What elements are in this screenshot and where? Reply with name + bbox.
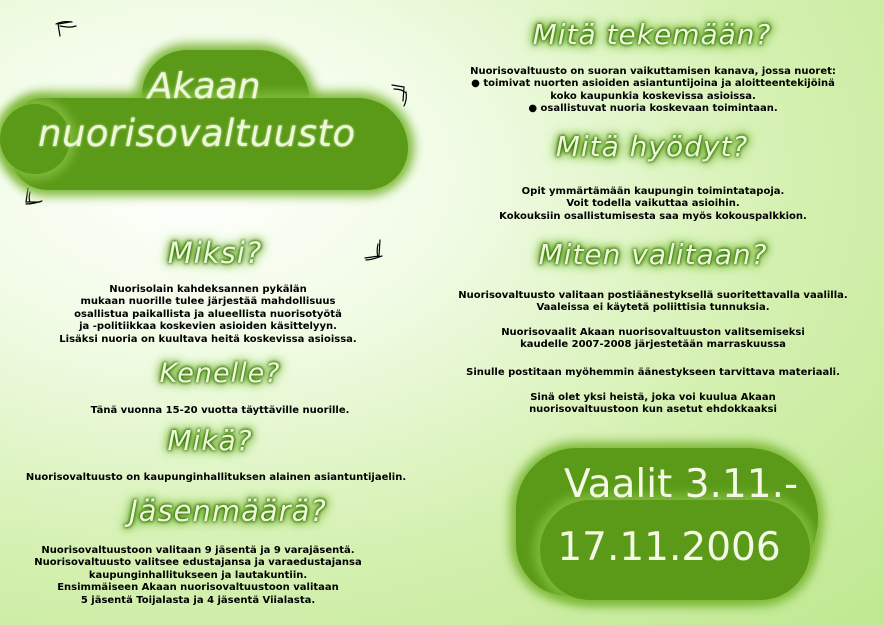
valitaan-line: Nuorisovaltuusto valitaan postiäänestyksellä suoritettavalla vaalilla. bbox=[458, 290, 848, 301]
valitaan-line: nuorisovaltuustoon kun asetut ehdokkaaksi bbox=[529, 404, 777, 416]
hyodyt-line: Kokouksiin osallistumisesta saa myös kokouspalkkion. bbox=[499, 210, 807, 222]
bullet-glyph: ● bbox=[471, 78, 480, 90]
miksi-text bbox=[0, 284, 416, 346]
hyodyt-line: Opit ymmärtämään kaupungin toimintatapoja. bbox=[521, 186, 785, 197]
title-line1: Akaan bbox=[148, 66, 261, 107]
valitaan-p1 bbox=[448, 290, 858, 315]
jasenmaara-text bbox=[0, 545, 396, 607]
valitaan-p3: Sinulle postitaan myöhemmin äänestykseen tarvittava materiaali. bbox=[466, 367, 840, 378]
valitaan-line: Nuorisovaalit Akaan nuorisovaltuuston valitsemiseksi bbox=[501, 327, 805, 338]
tekemaan-bullet2 bbox=[448, 103, 858, 115]
kenelle-text: Tänä vuonna 15-20 vuotta täyttäville nuorille. bbox=[90, 405, 350, 416]
hyodyt-text bbox=[448, 186, 858, 223]
valitaan-line: Vaaleissa ei käytetä poliittisia tunnuksia. bbox=[536, 302, 770, 314]
tekemaan-intro: Nuorisovaltuusto on suoran vaikuttamisen kanava, jossa nuoret: bbox=[470, 66, 836, 77]
jasenmaara-line: Ensimmäiseen Akaan nuorisovaltuustoon valitaan bbox=[57, 582, 339, 594]
hyodyt-line: Voit todella vaikuttaa asioihin. bbox=[566, 198, 740, 210]
tekemaan-heading: Mitä tekemään? bbox=[532, 18, 772, 51]
bullet-glyph: ● bbox=[528, 103, 538, 115]
valitaan-line: Sinä olet yksi heistä, joka voi kuulua Akaan bbox=[530, 392, 776, 403]
vaalit-line1: Vaalit 3.11.- bbox=[563, 462, 799, 507]
tekemaan-bullet1-text: toimivat nuorten asioiden asiantuntijoina ja aloitteentekijöinä bbox=[483, 78, 835, 90]
jasenmaara-line: Nuorisovaltuusto valitsee edustajansa ja varaedustajansa bbox=[34, 557, 362, 569]
jasenmaara-line: Nuorisovaltuustoon valitaan 9 jäsentä ja 9 varajäsentä. bbox=[41, 545, 355, 556]
miksi-line: osallistua paikallista ja alueellista nuorisotyötä bbox=[74, 308, 342, 320]
valitaan-p4 bbox=[448, 392, 858, 417]
kenelle-heading: Kenelle? bbox=[159, 358, 281, 389]
tekemaan-bullet1-cont: koko kaupunkia koskevissa asioissa. bbox=[550, 90, 756, 102]
title-line2: nuorisovaltuusto bbox=[38, 112, 356, 155]
miksi-line: Nuorisolain kahdeksannen pykälän bbox=[109, 284, 307, 295]
valitaan-line: kaudelle 2007-2008 järjestetään marraskuussa bbox=[520, 339, 786, 351]
tekemaan-bullet2-text: osallistuvat nuoria koskevaan toimintaan. bbox=[540, 103, 778, 115]
tekemaan-bullet1 bbox=[448, 78, 858, 90]
miksi-heading: Miksi? bbox=[167, 236, 263, 270]
mika-text: Nuorisovaltuusto on kaupunginhallituksen alainen asiantuntijaelin. bbox=[25, 472, 407, 483]
valitaan-p2 bbox=[448, 327, 858, 352]
valitaan-heading: Miten valitaan? bbox=[538, 238, 768, 271]
vaalit-line2: 17.11.2006 bbox=[557, 525, 781, 570]
mika-heading: Mikä? bbox=[167, 424, 253, 457]
jasenmaara-line: 5 jäsentä Toijalasta ja 4 jäsentä Viialasta. bbox=[80, 594, 316, 606]
tekemaan-text bbox=[448, 66, 858, 116]
hyodyt-heading: Mitä hyödyt? bbox=[555, 130, 749, 163]
miksi-line: ja -politiikkaa koskevien asioiden käsittelyyn. bbox=[79, 321, 337, 333]
jasenmaara-line: kaupunginhallitukseen ja lautakuntiin. bbox=[88, 569, 308, 581]
jasenmaara-heading: Jäsenmäärä? bbox=[129, 494, 327, 528]
miksi-line: Lisäksi nuoria on kuultava heitä koskevissa asioissa. bbox=[59, 333, 357, 345]
miksi-line: mukaan nuorille tulee järjestää mahdollisuus bbox=[80, 296, 336, 308]
